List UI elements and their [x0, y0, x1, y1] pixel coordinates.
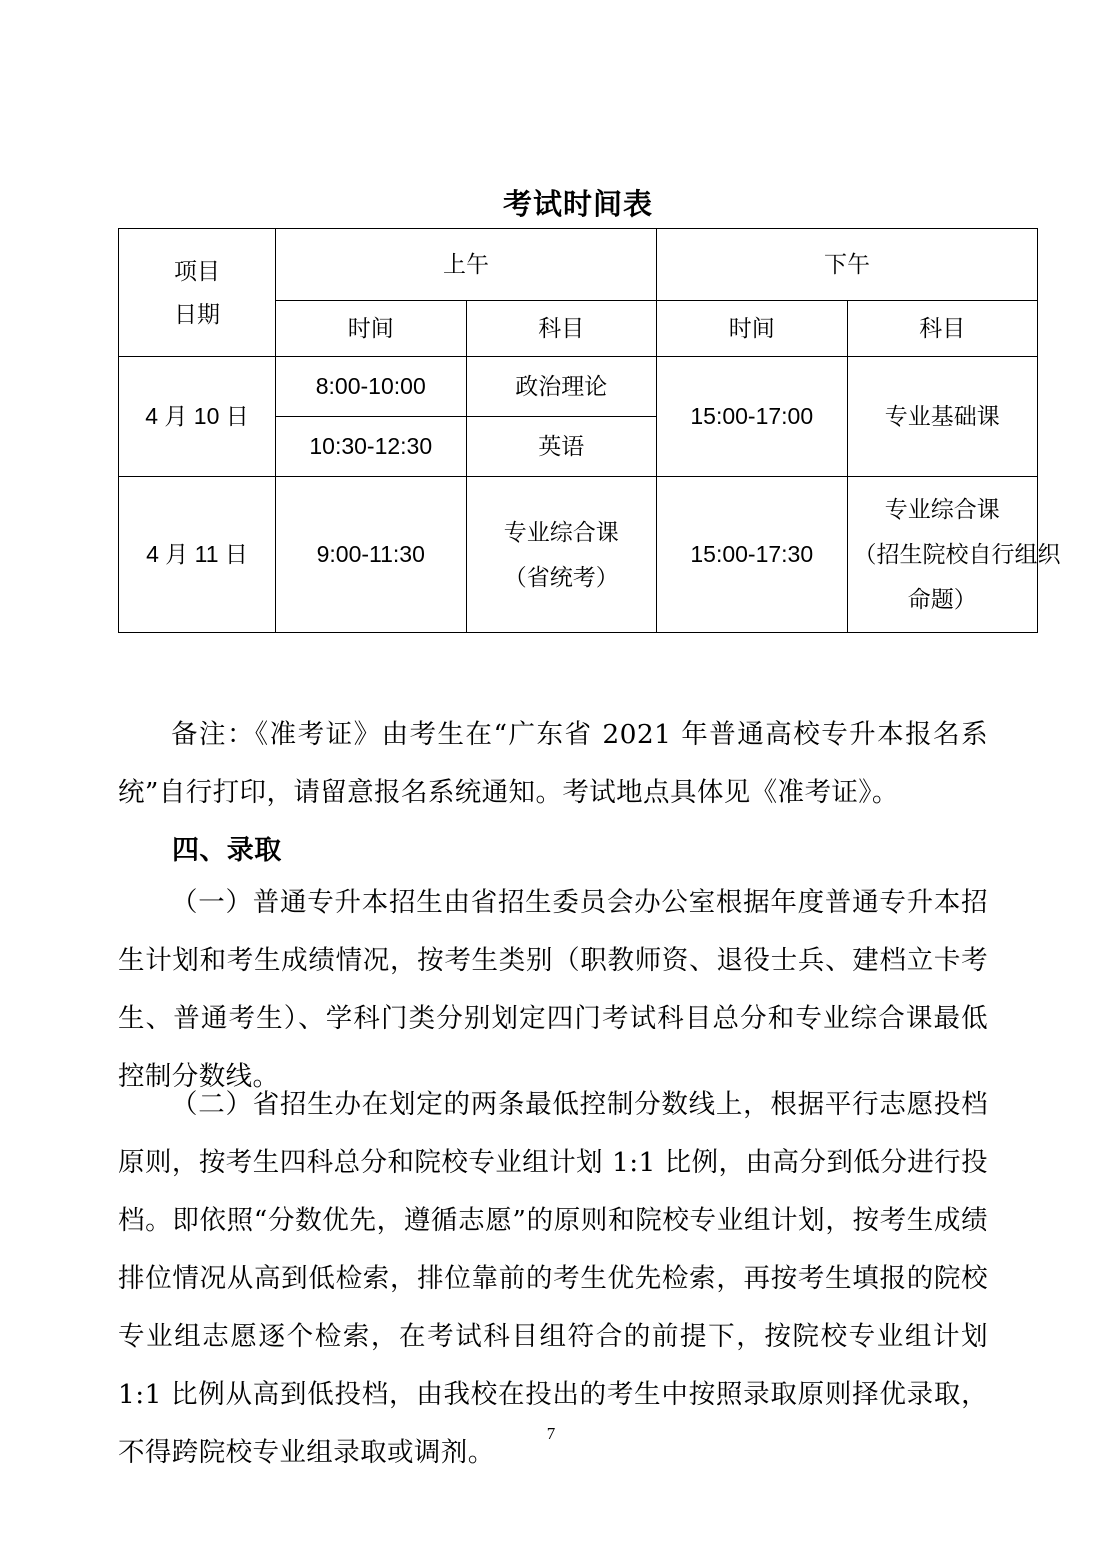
cell-morning-time: 8:00-10:00: [276, 357, 467, 417]
cell-afternoon-time: 15:00-17:30: [657, 477, 848, 633]
table-note-text: 备注：《准考证》由考生在“广东省 2021 年普通高校专升本报名系统”自行打印，请留意报名系统通知。考试地点具体见《准考证》。: [118, 719, 988, 808]
cell-afternoon-subject: [847, 357, 1038, 477]
cell-text-line: 专业综合课: [884, 496, 1000, 523]
header-cell-item-date: [119, 229, 276, 357]
cell-afternoon-time: 15:00-17:00: [657, 357, 848, 477]
cell-morning-subject: 政治理论: [466, 357, 657, 417]
header-label-date: 日期: [174, 300, 220, 327]
cell-date: 4 月 11 日: [119, 477, 276, 633]
section-heading: 四、录取: [172, 835, 282, 866]
header-cell-afternoon-subject: 科目: [847, 301, 1038, 357]
cell-morning-subject: 英语: [466, 417, 657, 477]
table-title: 考试时间表: [502, 187, 653, 221]
table-header-row-session: [119, 229, 1038, 301]
header-cell-afternoon-time: 时间: [657, 301, 848, 357]
paragraph-one-text: （一）普通专升本招生由省招生委员会办公室根据年度普通专升本招生计划和考生成绩情况，按考生类别（职教师资、退役士兵、建档立卡考生、普通考生）、学科门类分别划定四门考试科目总分和专业综合课最低控制分数线。: [118, 887, 988, 1092]
cell-afternoon-subject: [847, 477, 1061, 633]
paragraph-one: [118, 874, 988, 1106]
table-row: [119, 477, 1038, 633]
header-cell-morning: 上午: [276, 229, 657, 301]
page-number: 7: [546, 1424, 556, 1443]
cell-text-line: 专业综合课: [503, 518, 619, 545]
cell-text-line: （招生院校自行组织: [853, 541, 1061, 568]
cell-text-line: 命题）: [907, 585, 977, 612]
cell-morning-subject: [466, 477, 657, 633]
header-cell-afternoon: 下午: [657, 229, 1038, 301]
table-note: [118, 706, 988, 822]
header-label-item: 项目: [174, 257, 220, 284]
header-cell-morning-time: 时间: [276, 301, 467, 357]
cell-text-line: （省统考）: [503, 563, 619, 590]
exam-schedule-table-wrapper: [118, 228, 1061, 633]
cell-morning-time: 10:30-12:30: [276, 417, 467, 477]
table-row: [119, 357, 1038, 417]
cell-morning-time: 9:00-11:30: [276, 477, 467, 633]
paragraph-two-text: （二）省招生办在划定的两条最低控制分数线上，根据平行志愿投档原则，按考生四科总分和院校专业组计划 1:1 比例，由高分到低分进行投档。即依照“分数优先，遵循志愿”的原则和院校专业组计划，按考生成绩排位情况从高到低检索，排位靠前的考生优先检索，再按考生填报的院校专业组志愿逐个检索，在考试科目组符合的前提下，按院校专业组计划 1:1 比例从高到低投档，由我校在投出的考生中按照录取原则择优录取，不得跨院校专业组录取或调剂。: [118, 1089, 988, 1468]
cell-date: 4 月 10 日: [119, 357, 276, 477]
cell-text-line: 专业基础课: [884, 403, 1000, 430]
paragraph-two: [118, 1076, 988, 1482]
exam-schedule-table: [118, 228, 1061, 633]
header-cell-morning-subject: 科目: [466, 301, 657, 357]
